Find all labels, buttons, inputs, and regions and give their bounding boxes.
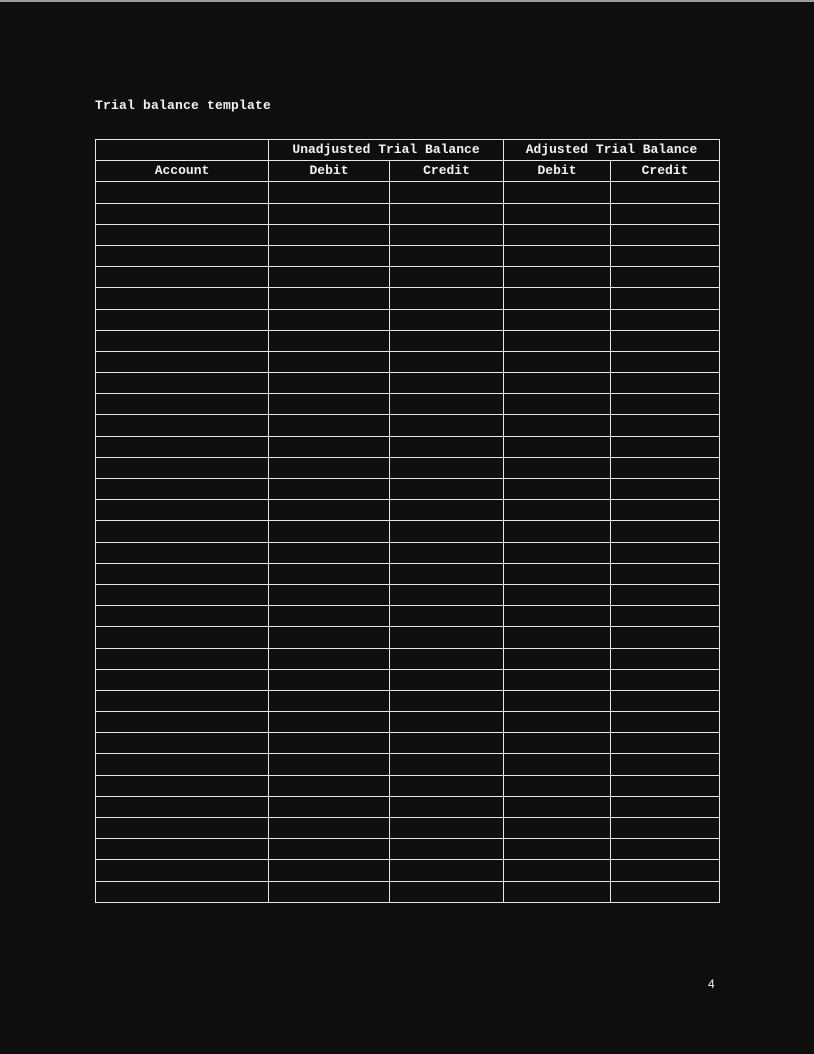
table-row <box>96 542 720 563</box>
column-header-account: Account <box>96 161 269 182</box>
cell-account <box>96 245 269 266</box>
cell-unadjusted-credit <box>390 690 504 711</box>
table-row <box>96 373 720 394</box>
cell-unadjusted-credit <box>390 373 504 394</box>
cell-adjusted-debit <box>504 373 611 394</box>
table-row <box>96 669 720 690</box>
cell-adjusted-debit <box>504 330 611 351</box>
cell-account <box>96 542 269 563</box>
cell-unadjusted-debit <box>269 479 390 500</box>
cell-unadjusted-debit <box>269 330 390 351</box>
cell-unadjusted-credit <box>390 733 504 754</box>
cell-unadjusted-debit <box>269 669 390 690</box>
table-row <box>96 648 720 669</box>
table-row <box>96 203 720 224</box>
cell-unadjusted-debit <box>269 818 390 839</box>
cell-unadjusted-credit <box>390 288 504 309</box>
cell-adjusted-debit <box>504 479 611 500</box>
cell-unadjusted-debit <box>269 500 390 521</box>
cell-unadjusted-credit <box>390 457 504 478</box>
cell-unadjusted-credit <box>390 479 504 500</box>
cell-unadjusted-debit <box>269 563 390 584</box>
cell-unadjusted-credit <box>390 860 504 881</box>
cell-account <box>96 267 269 288</box>
cell-adjusted-debit <box>504 669 611 690</box>
cell-account <box>96 648 269 669</box>
cell-adjusted-debit <box>504 203 611 224</box>
cell-unadjusted-debit <box>269 457 390 478</box>
cell-unadjusted-credit <box>390 648 504 669</box>
cell-adjusted-credit <box>611 521 720 542</box>
cell-unadjusted-debit <box>269 796 390 817</box>
cell-account <box>96 457 269 478</box>
cell-account <box>96 584 269 605</box>
cell-adjusted-credit <box>611 436 720 457</box>
cell-account <box>96 394 269 415</box>
table-row <box>96 330 720 351</box>
table-row <box>96 563 720 584</box>
table-row <box>96 860 720 881</box>
cell-adjusted-debit <box>504 415 611 436</box>
cell-unadjusted-debit <box>269 521 390 542</box>
cell-adjusted-credit <box>611 351 720 372</box>
cell-account <box>96 500 269 521</box>
table-row <box>96 182 720 203</box>
cell-adjusted-debit <box>504 839 611 860</box>
table-row <box>96 733 720 754</box>
cell-adjusted-credit <box>611 563 720 584</box>
cell-adjusted-credit <box>611 203 720 224</box>
table-body <box>96 182 720 902</box>
cell-adjusted-debit <box>504 690 611 711</box>
cell-adjusted-debit <box>504 818 611 839</box>
cell-adjusted-credit <box>611 479 720 500</box>
cell-unadjusted-debit <box>269 754 390 775</box>
cell-adjusted-credit <box>611 796 720 817</box>
cell-account <box>96 606 269 627</box>
cell-account <box>96 224 269 245</box>
cell-unadjusted-debit <box>269 288 390 309</box>
cell-account <box>96 818 269 839</box>
group-header-blank <box>96 140 269 161</box>
cell-unadjusted-debit <box>269 627 390 648</box>
cell-adjusted-credit <box>611 818 720 839</box>
cell-unadjusted-credit <box>390 203 504 224</box>
cell-unadjusted-credit <box>390 839 504 860</box>
cell-unadjusted-debit <box>269 712 390 733</box>
table-row <box>96 415 720 436</box>
cell-adjusted-debit <box>504 394 611 415</box>
table-row <box>96 394 720 415</box>
cell-adjusted-debit <box>504 754 611 775</box>
cell-adjusted-credit <box>611 669 720 690</box>
cell-unadjusted-debit <box>269 606 390 627</box>
cell-adjusted-credit <box>611 415 720 436</box>
cell-unadjusted-credit <box>390 712 504 733</box>
cell-unadjusted-credit <box>390 245 504 266</box>
column-header-unadjusted-debit: Debit <box>269 161 390 182</box>
table-row <box>96 436 720 457</box>
table-row <box>96 818 720 839</box>
cell-unadjusted-credit <box>390 881 504 902</box>
trial-balance-table <box>95 139 720 903</box>
table-row <box>96 351 720 372</box>
cell-unadjusted-debit <box>269 203 390 224</box>
cell-adjusted-debit <box>504 436 611 457</box>
table-row <box>96 500 720 521</box>
table-row <box>96 690 720 711</box>
table-row <box>96 267 720 288</box>
cell-unadjusted-credit <box>390 224 504 245</box>
cell-unadjusted-debit <box>269 881 390 902</box>
table-row <box>96 224 720 245</box>
cell-account <box>96 288 269 309</box>
cell-adjusted-debit <box>504 521 611 542</box>
cell-unadjusted-credit <box>390 754 504 775</box>
cell-account <box>96 309 269 330</box>
cell-unadjusted-credit <box>390 394 504 415</box>
cell-account <box>96 690 269 711</box>
cell-adjusted-credit <box>611 733 720 754</box>
cell-unadjusted-credit <box>390 436 504 457</box>
cell-account <box>96 521 269 542</box>
cell-adjusted-debit <box>504 712 611 733</box>
group-header-row <box>96 140 720 161</box>
cell-adjusted-debit <box>504 775 611 796</box>
cell-unadjusted-credit <box>390 775 504 796</box>
cell-adjusted-debit <box>504 563 611 584</box>
cell-unadjusted-debit <box>269 860 390 881</box>
cell-unadjusted-debit <box>269 309 390 330</box>
cell-account <box>96 627 269 648</box>
group-header-adjusted: Adjusted Trial Balance <box>504 140 720 161</box>
table-row <box>96 245 720 266</box>
cell-adjusted-credit <box>611 648 720 669</box>
table-row <box>96 839 720 860</box>
table-row <box>96 457 720 478</box>
cell-account <box>96 415 269 436</box>
cell-account <box>96 182 269 203</box>
table-row <box>96 627 720 648</box>
table-row <box>96 521 720 542</box>
table-row <box>96 584 720 605</box>
cell-adjusted-debit <box>504 881 611 902</box>
cell-adjusted-debit <box>504 457 611 478</box>
cell-adjusted-debit <box>504 733 611 754</box>
cell-adjusted-debit <box>504 584 611 605</box>
cell-unadjusted-credit <box>390 796 504 817</box>
cell-unadjusted-debit <box>269 267 390 288</box>
page-number: 4 <box>708 977 715 991</box>
cell-unadjusted-debit <box>269 733 390 754</box>
cell-unadjusted-credit <box>390 267 504 288</box>
cell-adjusted-debit <box>504 860 611 881</box>
cell-unadjusted-credit <box>390 330 504 351</box>
column-header-row <box>96 161 720 182</box>
cell-account <box>96 796 269 817</box>
cell-adjusted-credit <box>611 584 720 605</box>
table-row <box>96 606 720 627</box>
cell-unadjusted-debit <box>269 351 390 372</box>
cell-unadjusted-debit <box>269 415 390 436</box>
cell-unadjusted-debit <box>269 648 390 669</box>
cell-account <box>96 373 269 394</box>
cell-adjusted-debit <box>504 224 611 245</box>
cell-account <box>96 860 269 881</box>
cell-unadjusted-debit <box>269 542 390 563</box>
cell-adjusted-credit <box>611 500 720 521</box>
cell-adjusted-debit <box>504 309 611 330</box>
cell-account <box>96 881 269 902</box>
cell-adjusted-credit <box>611 606 720 627</box>
table-row <box>96 754 720 775</box>
cell-adjusted-credit <box>611 457 720 478</box>
page-title: Trial balance template <box>95 98 272 113</box>
cell-adjusted-credit <box>611 224 720 245</box>
cell-unadjusted-debit <box>269 373 390 394</box>
cell-unadjusted-debit <box>269 839 390 860</box>
cell-adjusted-debit <box>504 500 611 521</box>
cell-adjusted-credit <box>611 754 720 775</box>
cell-adjusted-debit <box>504 648 611 669</box>
cell-adjusted-credit <box>611 775 720 796</box>
table-row <box>96 479 720 500</box>
cell-account <box>96 775 269 796</box>
cell-account <box>96 754 269 775</box>
cell-adjusted-credit <box>611 860 720 881</box>
cell-adjusted-debit <box>504 796 611 817</box>
cell-adjusted-credit <box>611 288 720 309</box>
cell-unadjusted-credit <box>390 415 504 436</box>
cell-adjusted-credit <box>611 839 720 860</box>
table-row <box>96 881 720 902</box>
cell-adjusted-credit <box>611 712 720 733</box>
cell-account <box>96 839 269 860</box>
cell-unadjusted-debit <box>269 436 390 457</box>
cell-unadjusted-debit <box>269 690 390 711</box>
cell-unadjusted-debit <box>269 224 390 245</box>
table-row <box>96 796 720 817</box>
cell-unadjusted-credit <box>390 584 504 605</box>
cell-adjusted-credit <box>611 881 720 902</box>
cell-unadjusted-debit <box>269 182 390 203</box>
cell-unadjusted-credit <box>390 500 504 521</box>
cell-unadjusted-debit <box>269 245 390 266</box>
cell-adjusted-credit <box>611 245 720 266</box>
cell-account <box>96 203 269 224</box>
cell-adjusted-debit <box>504 288 611 309</box>
column-header-adjusted-debit: Debit <box>504 161 611 182</box>
group-header-unadjusted: Unadjusted Trial Balance <box>269 140 504 161</box>
cell-adjusted-credit <box>611 690 720 711</box>
cell-adjusted-credit <box>611 627 720 648</box>
cell-adjusted-credit <box>611 373 720 394</box>
cell-unadjusted-debit <box>269 394 390 415</box>
cell-account <box>96 330 269 351</box>
cell-unadjusted-credit <box>390 606 504 627</box>
cell-adjusted-credit <box>611 542 720 563</box>
cell-unadjusted-credit <box>390 669 504 690</box>
cell-unadjusted-debit <box>269 775 390 796</box>
cell-account <box>96 436 269 457</box>
cell-adjusted-debit <box>504 182 611 203</box>
cell-adjusted-credit <box>611 182 720 203</box>
cell-adjusted-debit <box>504 351 611 372</box>
cell-adjusted-credit <box>611 309 720 330</box>
table-row <box>96 775 720 796</box>
cell-unadjusted-credit <box>390 627 504 648</box>
cell-unadjusted-credit <box>390 309 504 330</box>
cell-adjusted-credit <box>611 330 720 351</box>
table-row <box>96 712 720 733</box>
cell-adjusted-credit <box>611 267 720 288</box>
cell-unadjusted-credit <box>390 351 504 372</box>
cell-unadjusted-credit <box>390 542 504 563</box>
table-row <box>96 288 720 309</box>
cell-unadjusted-credit <box>390 521 504 542</box>
cell-adjusted-debit <box>504 542 611 563</box>
cell-account <box>96 712 269 733</box>
cell-account <box>96 733 269 754</box>
cell-adjusted-credit <box>611 394 720 415</box>
cell-adjusted-debit <box>504 245 611 266</box>
cell-account <box>96 563 269 584</box>
column-header-unadjusted-credit: Credit <box>390 161 504 182</box>
column-header-adjusted-credit: Credit <box>611 161 720 182</box>
cell-unadjusted-credit <box>390 563 504 584</box>
cell-unadjusted-credit <box>390 182 504 203</box>
cell-account <box>96 479 269 500</box>
cell-adjusted-debit <box>504 267 611 288</box>
cell-unadjusted-credit <box>390 818 504 839</box>
cell-unadjusted-debit <box>269 584 390 605</box>
cell-adjusted-debit <box>504 627 611 648</box>
cell-account <box>96 669 269 690</box>
table-row <box>96 309 720 330</box>
cell-adjusted-debit <box>504 606 611 627</box>
cell-account <box>96 351 269 372</box>
